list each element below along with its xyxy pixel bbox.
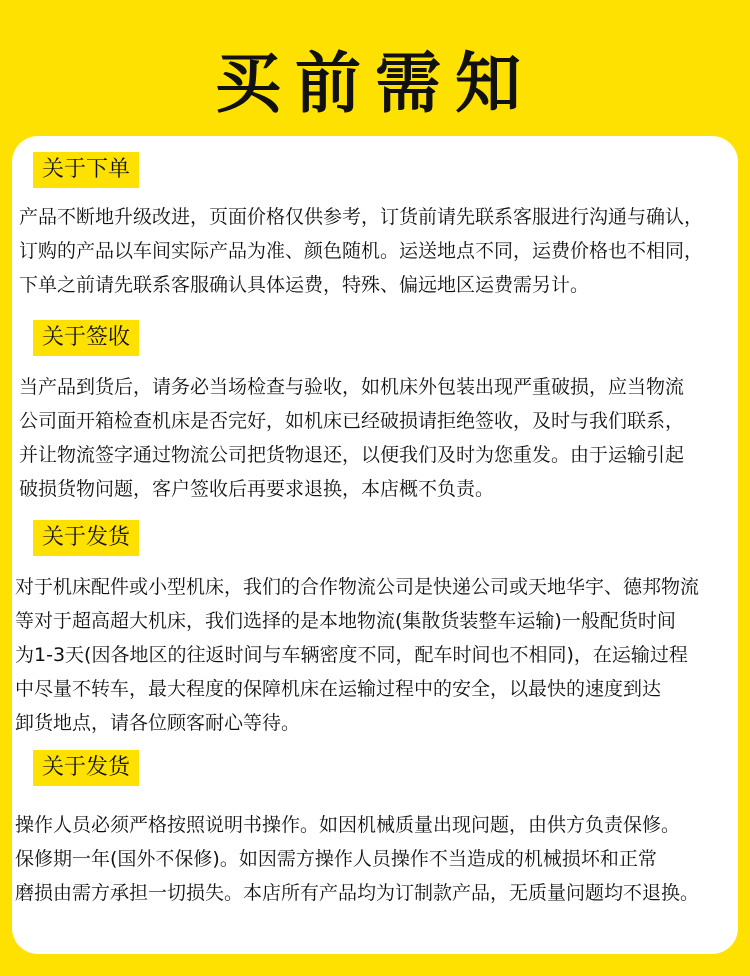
section-body-ordering [19,200,739,302]
section-heading-receiving: 关于签收 [33,320,139,356]
section-heading-warranty: 关于发货 [33,750,139,786]
section-body-warranty [15,808,735,910]
body-line: 磨损由需方承担一切损失。本店所有产品均为订制款产品，无质量问题均不退换。 [15,882,700,904]
body-line: 破损货物问题，客户签收后再要求退换，本店概不负责。 [19,478,495,500]
body-line: 订购的产品以车间实际产品为准、颜色随机。运送地点不同，运费价格也不相同， [19,240,704,262]
body-line: 当产品到货后，请务必当场检查与验收，如机床外包装出现严重破损，应当物流 [19,376,685,398]
body-line: 对于机床配件或小型机床，我们的合作物流公司是快递公司或天地华宇、德邦物流 [15,576,700,598]
body-line: 中尽量不转车，最大程度的保障机床在运输过程中的安全，以最快的速度到达 [15,678,662,700]
body-line: 保修期一年(国外不保修)。如因需方操作人员操作不当造成的机械损坏和正常 [15,848,657,870]
body-line: 并让物流签字通过物流公司把货物退还，以便我们及时为您重发。由于运输引起 [19,444,685,466]
body-line: 公司面开箱检查机床是否完好，如机床已经破损请拒绝签收，及时与我们联系， [19,410,685,432]
section-body-receiving [19,370,739,506]
body-line: 产品不断地升级改进，页面价格仅供参考，订货前请先联系客服进行沟通与确认， [19,206,704,228]
page-title: 买前需知 [215,45,535,122]
body-line: 等对于超高超大机床，我们选择的是本地物流(集散货装整车运输)一般配货时间 [15,610,676,632]
section-heading-ordering: 关于下单 [33,152,139,188]
body-line: 操作人员必须严格按照说明书操作。如因机械质量出现问题，由供方负责保修。 [15,814,681,836]
body-line: 为1-3天(因各地区的往返时间与车辆密度不同，配车时间也不相同)，在运输过程 [15,644,688,666]
section-body-shipping [15,570,735,740]
body-line: 下单之前请先联系客服确认具体运费，特殊、偏远地区运费需另计。 [19,274,590,296]
section-heading-shipping: 关于发货 [33,520,139,556]
body-line: 卸货地点，请各位顾客耐心等待。 [15,712,301,734]
notice-card [12,136,738,954]
